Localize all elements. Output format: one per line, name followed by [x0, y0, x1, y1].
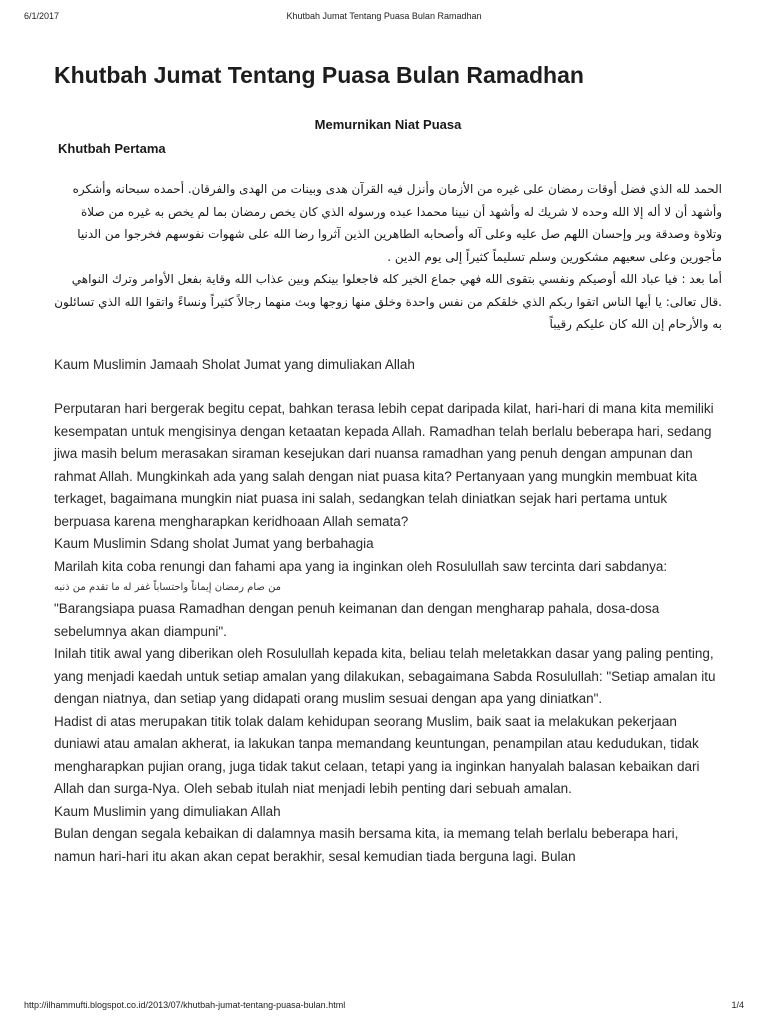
greeting-line: Kaum Muslimin Sdang sholat Jumat yang berbahagia — [54, 536, 374, 551]
body-paragraph: Inilah titik awal yang diberikan oleh Rosulullah kepada kita, beliau telah meletakkan dasar yang paling penting, yang menjadi kaedah untuk setiap amalan yang dilakukan, sebagaimana Sabda Rosulullah: "Setiap amalan itu dengan niatnya, dan setiap yang didapati orang muslim sesuai dengan apa yang diniatkan". — [54, 646, 716, 706]
article — [54, 58, 722, 868]
print-page-title: Khutbah Jumat Tentang Puasa Bulan Ramadhan — [286, 11, 482, 21]
body-paragraph: Hadist di atas merupakan titik tolak dalam kehidupan seorang Muslim, baik saat ia melakukan pekerjaan duniawi atau amalan akherat, ia lakukan tanpa memandang keuntungan, penampilan atau kedudukan, tidak mengharapkan pujian orang, juga tidak takut celaan, tetapi yang ia inginkan hanyalah balasan kebaikan dari Allah dan surga-Nya. Oleh sebab itulah niat menjadi lebih penting dari sebuah amalan. — [54, 713, 700, 796]
body-paragraph: Bulan dengan segala kebaikan di dalamnya masih bersama kita, ia memang telah berlalu beberapa hari, namun hari-hari itu akan akan cepat berakhir, sesal kemudian tiada berguna lagi. Bulan — [54, 826, 679, 864]
body-paragraph: Marilah kita coba renungi dan fahami apa yang ia inginkan oleh Rosulullah saw tercinta dari sabdanya: — [54, 558, 668, 574]
print-date: 6/1/2017 — [24, 11, 60, 21]
post-title: Khutbah Jumat Tentang Puasa Bulan Ramadhan — [54, 62, 584, 88]
post-subtitle: Memurnikan Niat Puasa — [314, 117, 462, 132]
page-number: 1/4 — [731, 1000, 744, 1010]
hadith-arabic: من صام رمضان إيماناً واحتساباً غفر له ما تقدم من ذنبه — [54, 582, 282, 593]
greeting-line: Kaum Muslimin yang dimuliakan Allah — [54, 803, 281, 819]
greeting-line: Kaum Muslimin Jamaah Sholat Jumat yang dimuliakan Allah — [54, 356, 415, 372]
arabic-opening — [54, 178, 722, 336]
arabic-paragraph: أما بعد : فيا عباد الله أوصيكم ونفسي بتقوى الله فهي جماع الخير كله فاجعلوا بينكم وبين عذاب الله وقاية بفعل الأوامر وترك النواهي .قال تعالى: يا أيها الناس اتقوا ربكم الذي خلقكم من نفس واحدة وخلق منها زوجها وبث منهما رجالاً كثيراً ونساءً واتقوا الله الذي تسائلون به والأرحام إن الله كان عليكم رقيباً — [54, 272, 722, 331]
print-footer — [24, 1000, 744, 1014]
print-header — [24, 11, 744, 25]
hadith-translation: "Barangsiapa puasa Ramadhan dengan penuh keimanan dan dengan mengharap pahala, dosa-dosa sebelumnya akan diampuni". — [54, 601, 660, 639]
article-body — [54, 354, 722, 869]
body-paragraph: Perputaran hari bergerak begitu cepat, bahkan terasa lebih cepat daripada kilat, hari-hari di mana kita memiliki kesempatan untuk mengisinya dengan ketaatan kepada Allah. Ramadhan telah berlalu beberapa hari, sedang jiwa masih belum merasakan siraman kesejukan dari nuansa ramadhan yang penuh dengan ampunan dan rahmat Allah. Mungkinkah ada yang salah dengan niat puasa kita? Pertanyaan yang mungkin membuat kita terkaget, bagaimana mungkin niat puasa ini salah, sedangkan telah diniatkan sejak hari pertama untuk berpuasa karena mengharapkan keridhoaan Allah semata? — [54, 401, 714, 529]
arabic-paragraph: الحمد لله الذي فضل أوقات رمضان على غيره من الأزمان وأنزل فيه القرآن هدى وبينات من الهدى والفرقان. أحمده سبحانه وأشكره وأشهد أن لا أله إلا الله وحده لا شريك له وأشهد أن نبينا محمدا عبده ورسوله الذي كان يخص رمضان بما لم يخص به غيره من صلاة وتلاوة وصدقة وبر وإحسان اللهم صل عليه وعلى آله وأصحابه الطاهرين الذين آثروا رضا الله على شهوات نفوسهم فخرجوا من الدنيا مأجورين وعلى سعيهم مشكورين وسلم تسليماً كثيراً إلى يوم الدين . — [72, 182, 722, 264]
section-heading: Khutbah Pertama — [58, 141, 166, 156]
print-url: http://ilhammufti.blogspot.co.id/2013/07/khutbah-jumat-tentang-puasa-bulan.html — [24, 1000, 346, 1010]
